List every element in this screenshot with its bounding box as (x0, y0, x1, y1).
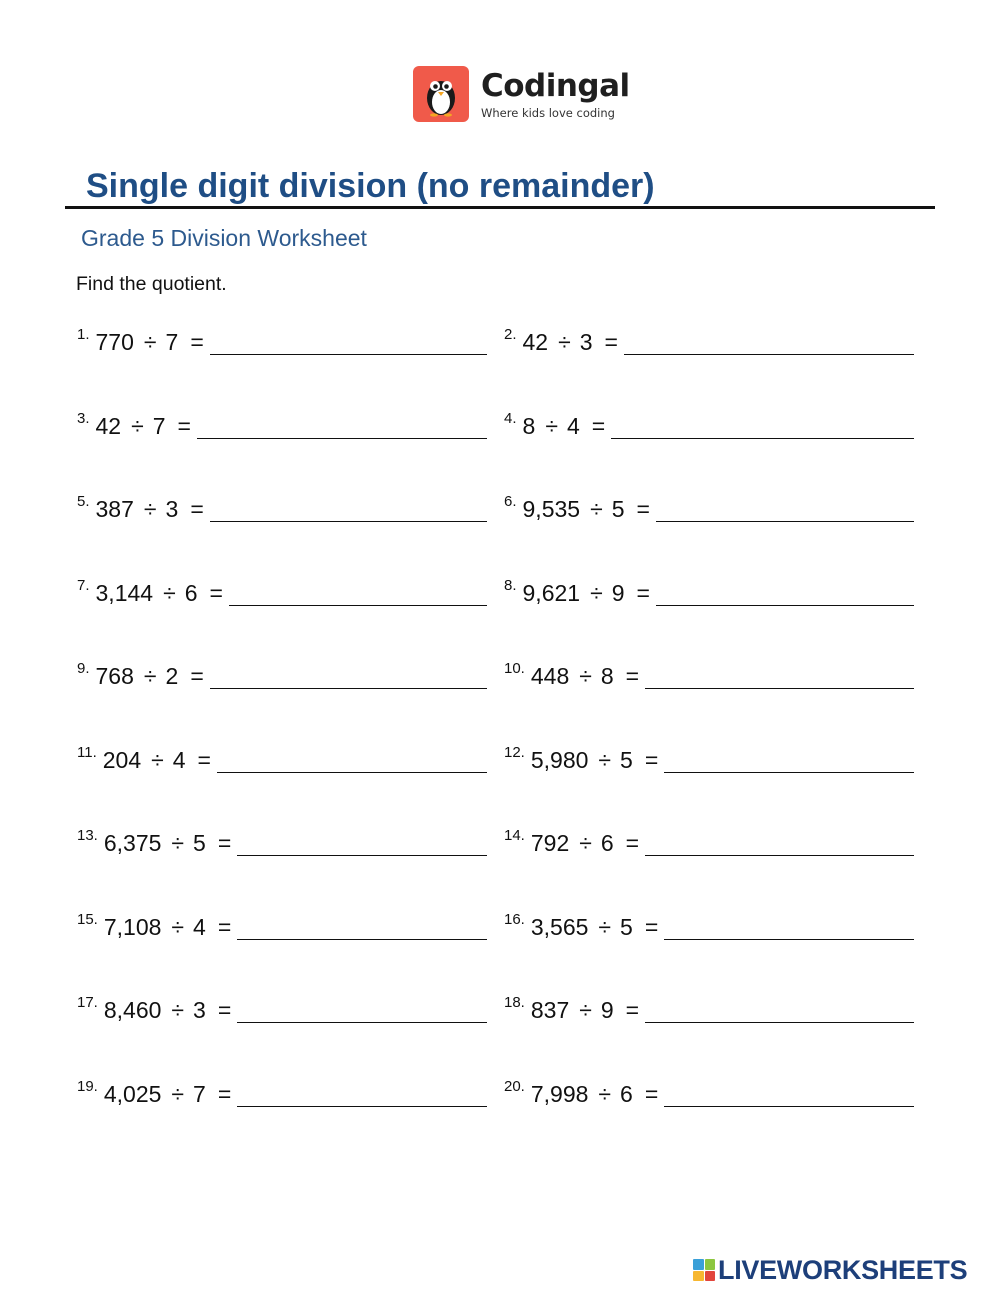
problem-number: 2. (504, 326, 517, 343)
equals-sign: = (190, 663, 204, 689)
dividend: 837 (530, 997, 570, 1023)
divide-sign: ÷ (131, 412, 144, 439)
divisor: 9 (600, 997, 614, 1023)
divide-sign: ÷ (598, 746, 612, 773)
problem-number: 12. (504, 743, 525, 761)
problem-number: 20. (504, 1077, 525, 1095)
codingal-logo (413, 66, 630, 122)
answer-blank[interactable] (664, 1106, 914, 1107)
worksheet-title: Single digit division (no remainder) (86, 167, 655, 205)
problem-item (77, 567, 487, 607)
problem-number: 8. (504, 576, 517, 594)
answer-blank[interactable] (645, 855, 914, 856)
answer-blank[interactable] (656, 521, 914, 522)
brand-name: Codingal (481, 67, 630, 104)
divisor: 5 (620, 913, 633, 940)
divisor: 4 (566, 412, 580, 439)
problem-item (77, 1068, 487, 1108)
problem-number: 11. (77, 743, 97, 761)
problem-number: 3. (77, 409, 90, 427)
problem-item (504, 567, 914, 607)
equals-sign: = (604, 329, 618, 355)
problem-item (504, 483, 914, 523)
dividend: 4,025 (103, 1080, 162, 1107)
dividend: 8,460 (103, 997, 162, 1023)
problem-number: 6. (504, 493, 517, 510)
problem-number: 13. (77, 827, 98, 844)
equals-sign: = (177, 412, 191, 439)
divide-sign: ÷ (590, 496, 603, 522)
divisor: 5 (620, 746, 633, 773)
dividend: 9,535 (522, 496, 581, 522)
dividend: 7,108 (103, 913, 162, 940)
divide-sign: ÷ (151, 746, 164, 773)
dividend: 6,375 (103, 830, 162, 856)
answer-blank[interactable] (611, 438, 914, 439)
problem-number: 1. (77, 326, 90, 343)
problem-item (77, 901, 487, 941)
answer-blank[interactable] (237, 855, 487, 856)
equals-sign: = (644, 913, 659, 940)
answer-blank[interactable] (645, 1022, 914, 1023)
problem-item (504, 316, 914, 356)
problem-item (77, 400, 487, 440)
problem-item (504, 650, 914, 690)
penguin-icon (413, 66, 469, 122)
divisor: 3 (579, 329, 593, 355)
equals-sign: = (190, 496, 204, 522)
problem-number: 17. (77, 994, 98, 1011)
equals-sign: = (217, 830, 232, 856)
brand-tagline: Where kids love coding (481, 105, 615, 120)
answer-blank[interactable] (645, 688, 914, 689)
divide-sign: ÷ (143, 496, 157, 522)
dividend: 448 (530, 663, 570, 689)
answer-blank[interactable] (237, 1022, 487, 1023)
dividend: 42 (522, 329, 549, 355)
answer-blank[interactable] (217, 772, 487, 773)
divide-sign: ÷ (579, 830, 592, 856)
divisor: 7 (193, 1080, 206, 1107)
answer-blank[interactable] (210, 688, 487, 689)
answer-blank[interactable] (229, 605, 487, 606)
equals-sign: = (217, 1080, 232, 1107)
problem-item (504, 901, 914, 941)
problem-number: 15. (77, 910, 98, 928)
dividend: 387 (95, 496, 134, 522)
liveworksheets-blocks-icon (693, 1259, 715, 1281)
divisor: 3 (193, 997, 206, 1023)
answer-blank[interactable] (237, 1106, 487, 1107)
dividend: 792 (530, 830, 570, 856)
problem-item (504, 984, 914, 1024)
divisor: 8 (600, 663, 614, 689)
divisor: 3 (165, 496, 179, 522)
divide-sign: ÷ (143, 329, 157, 355)
divisor: 6 (600, 830, 614, 856)
worksheet-subtitle: Grade 5 Division Worksheet (81, 225, 367, 251)
divide-sign: ÷ (579, 663, 592, 689)
answer-blank[interactable] (656, 605, 914, 606)
divisor: 5 (193, 830, 206, 856)
problem-number: 19. (77, 1077, 98, 1095)
problem-number: 18. (504, 994, 525, 1011)
equals-sign: = (625, 997, 640, 1023)
problem-item (77, 483, 487, 523)
divide-sign: ÷ (590, 579, 603, 606)
equals-sign: = (591, 412, 606, 439)
divisor: 7 (152, 412, 166, 439)
equals-sign: = (636, 579, 650, 606)
answer-blank[interactable] (664, 939, 914, 940)
answer-blank[interactable] (624, 354, 914, 355)
divisor: 4 (172, 746, 186, 773)
problem-number: 9. (77, 660, 90, 677)
problem-item (504, 817, 914, 857)
equals-sign: = (625, 830, 640, 856)
answer-blank[interactable] (210, 354, 487, 355)
divisor: 5 (611, 496, 625, 522)
answer-blank[interactable] (237, 939, 487, 940)
divide-sign: ÷ (558, 329, 571, 355)
dividend: 42 (95, 412, 122, 439)
dividend: 7,998 (530, 1080, 589, 1107)
divide-sign: ÷ (545, 412, 558, 439)
divisor: 6 (620, 1080, 633, 1107)
divide-sign: ÷ (143, 663, 157, 689)
problem-item (77, 316, 487, 356)
answer-blank[interactable] (664, 772, 914, 773)
dividend: 9,621 (522, 579, 581, 606)
divide-sign: ÷ (171, 913, 185, 940)
equals-sign: = (197, 746, 211, 773)
divide-sign: ÷ (171, 997, 185, 1023)
equals-sign: = (644, 746, 659, 773)
equals-sign: = (190, 329, 204, 355)
problem-item (77, 984, 487, 1024)
equals-sign: = (209, 579, 223, 606)
divisor: 4 (193, 913, 206, 940)
divide-sign: ÷ (171, 1080, 185, 1107)
problem-number: 4. (504, 409, 517, 427)
dividend: 768 (95, 663, 134, 689)
dividend: 204 (102, 746, 142, 773)
dividend: 3,144 (95, 579, 154, 606)
dividend: 770 (95, 329, 134, 355)
divisor: 9 (611, 579, 625, 606)
problem-item (504, 400, 914, 440)
divide-sign: ÷ (579, 997, 592, 1023)
equals-sign: = (644, 1080, 659, 1107)
problem-item (77, 650, 487, 690)
divisor: 7 (165, 329, 179, 355)
equals-sign: = (636, 496, 650, 522)
problem-number: 14. (504, 827, 525, 844)
problem-item (77, 817, 487, 857)
divide-sign: ÷ (598, 913, 612, 940)
liveworksheets-wordmark: LIVEWORKSHEETS (718, 1255, 968, 1285)
title-divider (65, 206, 935, 209)
dividend: 8 (522, 412, 536, 439)
equals-sign: = (217, 997, 232, 1023)
answer-blank[interactable] (210, 521, 487, 522)
equals-sign: = (217, 913, 232, 940)
liveworksheets-logo (693, 1256, 967, 1284)
problem-item (504, 1068, 914, 1108)
dividend: 3,565 (530, 913, 589, 940)
problem-item (77, 734, 487, 774)
divide-sign: ÷ (163, 579, 176, 606)
equals-sign: = (625, 663, 640, 689)
divisor: 2 (165, 663, 179, 689)
dividend: 5,980 (530, 746, 589, 773)
problem-item (504, 734, 914, 774)
problem-number: 10. (504, 660, 525, 677)
worksheet-instructions: Find the quotient. (76, 273, 227, 295)
answer-blank[interactable] (197, 438, 487, 439)
divisor: 6 (184, 579, 198, 606)
problem-number: 16. (504, 910, 525, 928)
divide-sign: ÷ (171, 830, 185, 856)
problem-number: 5. (77, 493, 90, 510)
divide-sign: ÷ (598, 1080, 612, 1107)
problem-number: 7. (77, 576, 90, 594)
